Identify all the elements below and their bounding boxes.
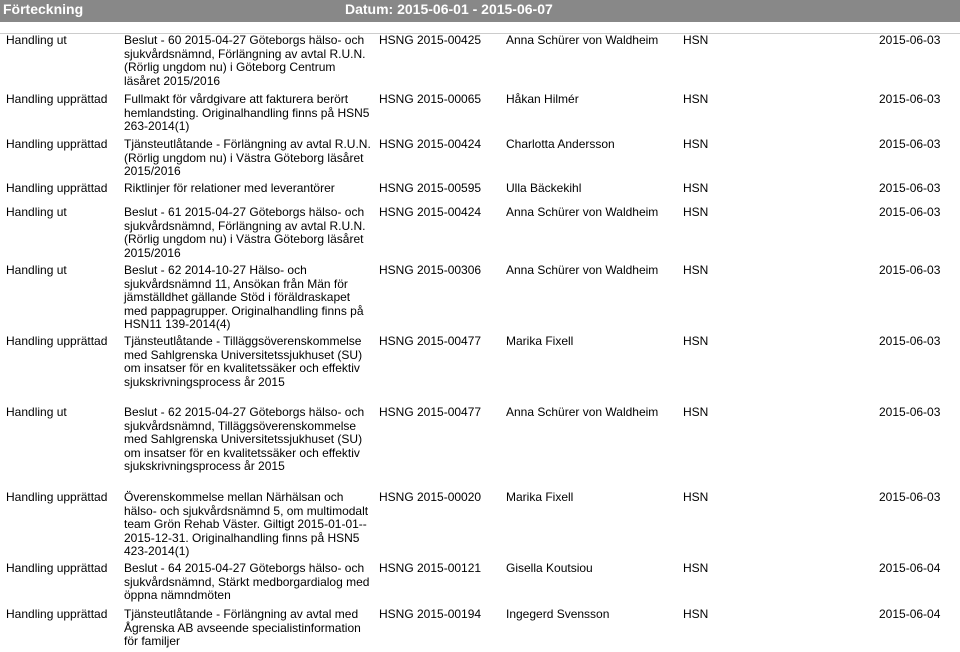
- date: 2015-06-03: [879, 137, 941, 151]
- description: Beslut - 60 2015-04-27 Göteborgs hälso- och sjukvårdsnämnd, Förlängning av avtal R.U.N. (Rörlig ungdom nu) i Göteborg Centrum läsåret 2015/2016: [124, 33, 366, 88]
- unit: HSN: [683, 137, 709, 151]
- date: 2015-06-04: [879, 561, 941, 575]
- person: Marika Fixell: [506, 334, 574, 348]
- handling-type: Handling upprättad: [6, 334, 108, 348]
- unit: HSN: [683, 561, 709, 575]
- unit: HSN: [683, 405, 709, 419]
- person: Marika Fixell: [506, 490, 574, 504]
- handling-type: Handling upprättad: [6, 137, 108, 151]
- table-row: [0, 206, 960, 262]
- person: Håkan Hilmér: [506, 92, 579, 106]
- handling-type: Handling ut: [6, 263, 67, 277]
- diary-number: HSNG 2015-00020: [379, 490, 482, 504]
- description: Överenskommelse mellan Närhälsan och hälso- och sjukvårdsnämnd 5, om multimodalt team Grön Rehab Väster. Giltigt 2015-01-01-- 2015-12-31. Originalhandling finns på HSN5 423-2014(1): [124, 490, 369, 558]
- unit: HSN: [683, 92, 709, 106]
- date: 2015-06-03: [879, 405, 941, 419]
- page-header: [0, 0, 960, 22]
- diary-number: HSNG 2015-00595: [379, 181, 482, 195]
- diary-number: HSNG 2015-00306: [379, 263, 482, 277]
- description: Tjänsteutlåtande - Förlängning av avtal med Ågrenska AB avseende specialistinformation för familjer: [124, 607, 361, 648]
- date: 2015-06-03: [879, 490, 941, 504]
- unit: HSN: [683, 334, 709, 348]
- unit: HSN: [683, 490, 709, 504]
- date: 2015-06-03: [879, 92, 941, 106]
- handling-type: Handling ut: [6, 205, 67, 219]
- handling-type: Handling ut: [6, 405, 67, 419]
- unit: HSN: [683, 181, 709, 195]
- date: 2015-06-03: [879, 181, 941, 195]
- person: Gisella Koutsiou: [506, 561, 593, 575]
- table-row: [0, 93, 960, 135]
- diary-number: HSNG 2015-00477: [379, 334, 482, 348]
- person: Anna Schürer von Waldheim: [506, 205, 659, 219]
- table-row: [0, 264, 960, 332]
- diary-number: HSNG 2015-00065: [379, 92, 482, 106]
- person: Anna Schürer von Waldheim: [506, 263, 659, 277]
- person: Anna Schürer von Waldheim: [506, 405, 659, 419]
- diary-number: HSNG 2015-00424: [379, 205, 482, 219]
- unit: HSN: [683, 607, 709, 621]
- person: Ulla Bäckekihl: [506, 181, 582, 195]
- description: Beslut - 61 2015-04-27 Göteborgs hälso- och sjukvårdsnämnd, Förlängning av avtal R.U.N. (Rörlig ungdom nu) i Västra Göteborg läsåret 2015/2016: [124, 205, 366, 260]
- diary-number: HSNG 2015-00425: [379, 33, 482, 47]
- handling-type: Handling upprättad: [6, 92, 108, 106]
- date: 2015-06-03: [879, 205, 941, 219]
- description: Riktlinjer för relationer med leverantörer: [124, 181, 335, 195]
- description: Fullmakt för vårdgivare att fakturera berört hemlandsting. Originalhandling finns på HSN5 263-2014(1): [124, 92, 370, 133]
- date: 2015-06-03: [879, 334, 941, 348]
- table-row: [0, 491, 960, 559]
- description: Tjänsteutlåtande - Tilläggsöverenskommelse med Sahlgrenska Universitetssjukhuset (SU) om insatser för en kvalitetssäker och effektiv sjukskrivningsprocess år 2015: [124, 334, 363, 389]
- unit: HSN: [683, 263, 709, 277]
- handling-type: Handling upprättad: [6, 490, 108, 504]
- diary-number: HSNG 2015-00121: [379, 561, 482, 575]
- table-row: [0, 138, 960, 180]
- table-row: [0, 33, 960, 90]
- handling-type: Handling upprättad: [6, 561, 108, 575]
- person: Anna Schürer von Waldheim: [506, 33, 659, 47]
- person: Ingegerd Svensson: [506, 607, 610, 621]
- table-row: [0, 406, 960, 488]
- date: 2015-06-03: [879, 33, 941, 47]
- page-title: Förteckning: [3, 1, 84, 17]
- table-row: [0, 335, 960, 403]
- table-row: [0, 562, 960, 604]
- table-row: [0, 182, 960, 202]
- unit: HSN: [683, 205, 709, 219]
- diary-number: HSNG 2015-00477: [379, 405, 482, 419]
- description: Tjänsteutlåtande - Förlängning av avtal R.U.N. (Rörlig ungdom nu) i Västra Göteborg läsåret 2015/2016: [124, 137, 371, 178]
- handling-type: Handling upprättad: [6, 607, 108, 621]
- unit: HSN: [683, 33, 709, 47]
- description: Beslut - 62 2015-04-27 Göteborgs hälso- och sjukvårdsnämnd, Tilläggsöverenskommelse med Sahlgrenska Universitetssjukhuset (SU) om insatser för en kvalitetssäker och effektiv sjukskrivningsprocess år 2015: [124, 405, 365, 473]
- date: 2015-06-04: [879, 607, 941, 621]
- date-range: Datum: 2015-06-01 - 2015-06-07: [345, 1, 553, 17]
- description: Beslut - 64 2015-04-27 Göteborgs hälso- och sjukvårdsnämnd, Stärkt medborgardialog med öppna nämndmöten: [124, 561, 370, 602]
- description: Beslut - 62 2014-10-27 Hälso- och sjukvårdsnämnd 11, Ansökan från Män för jämställdhet gällande Stöd i föräldraskapet med pappagrupper. Originalhandling finns på HSN11 139-2014(4): [124, 263, 364, 331]
- handling-type: Handling upprättad: [6, 181, 108, 195]
- person: Charlotta Andersson: [506, 137, 615, 151]
- date: 2015-06-03: [879, 263, 941, 277]
- handling-type: Handling ut: [6, 33, 67, 47]
- diary-number: HSNG 2015-00424: [379, 137, 482, 151]
- table-row: [0, 608, 960, 652]
- diary-number: HSNG 2015-00194: [379, 607, 482, 621]
